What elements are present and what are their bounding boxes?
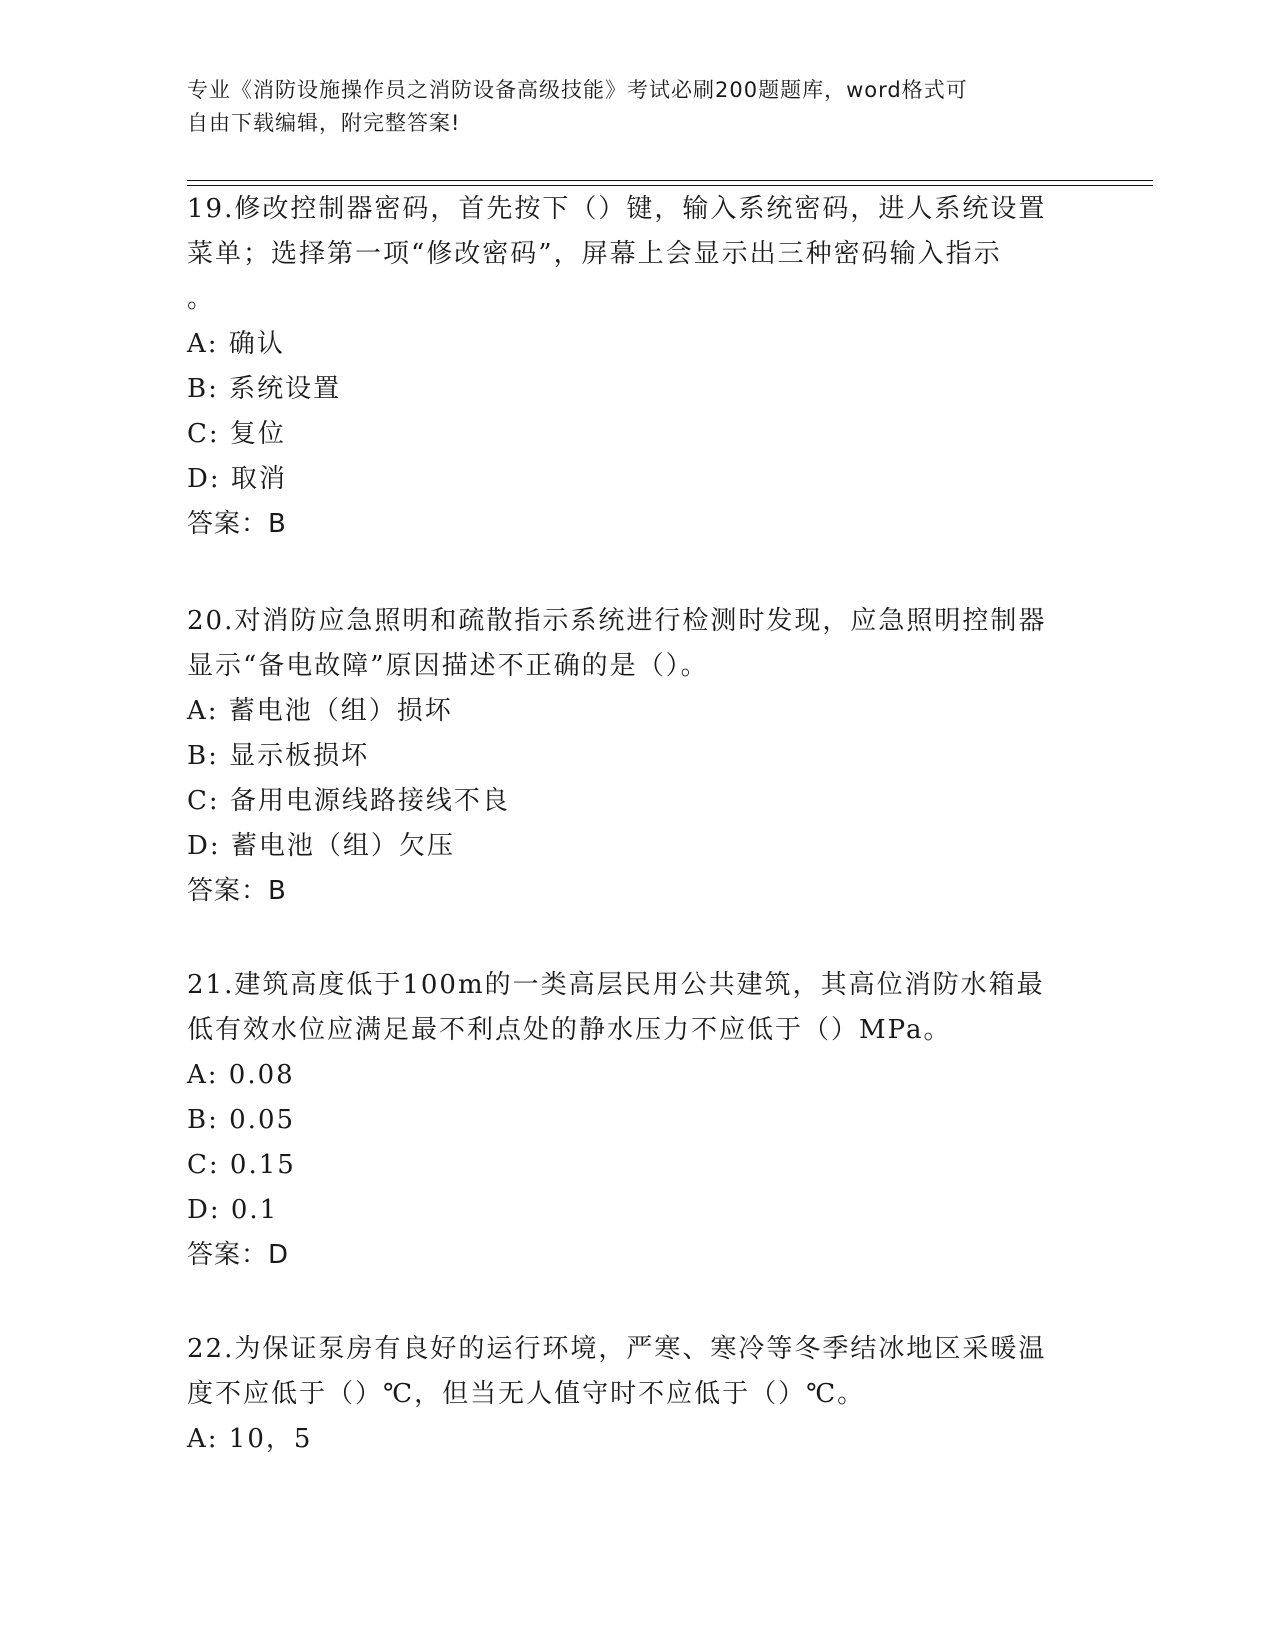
- stem-line: 菜单；选择第一项“修改密码”，屏幕上会显示出三种密码输入指示: [187, 239, 1002, 269]
- answer: 答案：D: [187, 1240, 290, 1270]
- stem-line: 显示“备电故障”原因描述不正确的是（）。: [187, 651, 709, 681]
- option-c: C: 复位: [187, 419, 286, 449]
- stem-line: 22.为保证泵房有良好的运行环境，严寒、寒冷等冬季结冰地区采暖温: [187, 1334, 1047, 1364]
- question-21: [187, 963, 1087, 1278]
- question-stem: [187, 187, 1087, 322]
- stem-line: 。: [187, 284, 216, 314]
- option-a: A: 0.08: [187, 1060, 295, 1090]
- option-d: D: 取消: [187, 464, 287, 494]
- header-divider-top: [187, 180, 1153, 181]
- option-d: D: 蓄电池（组）欠压: [187, 831, 455, 861]
- stem-line: 度不应低于（）℃，但当无人值守时不应低于（）℃。: [187, 1379, 866, 1409]
- option-d: D: 0.1: [187, 1195, 279, 1225]
- document-header: [187, 74, 1087, 140]
- option-b: B: 系统设置: [187, 374, 342, 404]
- answer: 答案：B: [187, 876, 287, 906]
- option-b: B: 0.05: [187, 1105, 296, 1135]
- option-b: B: 显示板损坏: [187, 741, 370, 771]
- option-c: C: 0.15: [187, 1150, 296, 1180]
- question-20: [187, 599, 1087, 914]
- question-stem: [187, 599, 1087, 689]
- question-stem: [187, 963, 1087, 1053]
- question-22: [187, 1327, 1087, 1462]
- stem-line: 21.建筑高度低于100m的一类高层民用公共建筑，其高位消防水箱最: [187, 970, 1045, 1000]
- stem-line: 低有效水位应满足最不利点处的静水压力不应低于（）MPa。: [187, 1015, 952, 1045]
- question-19: [187, 187, 1087, 547]
- option-a: A: 10，5: [187, 1424, 313, 1454]
- header-line-2: 自由下载编辑，附完整答案!: [187, 111, 461, 135]
- header-line-1: 专业《消防设施操作员之消防设备高级技能》考试必刷200题题库，word格式可: [187, 78, 968, 102]
- header-divider-bottom: [187, 185, 1153, 186]
- option-a: A: 蓄电池（组）损坏: [187, 696, 453, 726]
- stem-line: 20.对消防应急照明和疏散指示系统进行检测时发现，应急照明控制器: [187, 606, 1047, 636]
- question-stem: [187, 1327, 1087, 1417]
- stem-line: 19.修改控制器密码，首先按下（）键，输入系统密码，进人系统设置: [187, 194, 1047, 224]
- option-a: A: 确认: [187, 329, 285, 359]
- answer: 答案：B: [187, 509, 287, 539]
- option-c: C: 备用电源线路接线不良: [187, 786, 510, 816]
